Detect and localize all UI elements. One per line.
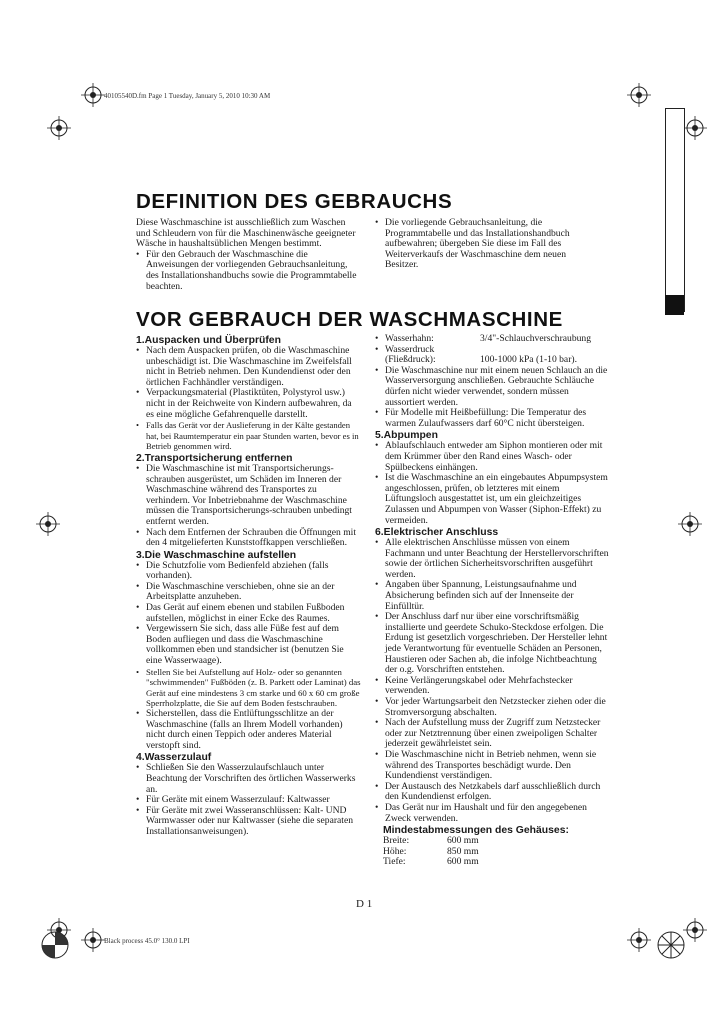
list-item: • Die Waschmaschine nicht in Betrieb nehmen, wenn sie während des Transportes beschädigt wurde. Den Kundendienst verständigen. xyxy=(375,750,611,782)
list-item: • Die vorliegende Gebrauchsanleitung, die Programmtabelle und das Installationshandbuch aufbewahren; übergeben Sie diese im Fall des Weiterverkaufs der Waschmaschine dem neuen Besitzer. xyxy=(375,218,600,271)
dimensions-block xyxy=(375,825,611,868)
list-item: • Nach der Aufstellung muss der Zugriff zum Netzstecker oder zur Netztrennung über einen zweipoligen Schalter jederzeit gewährleistet sein. xyxy=(375,718,611,750)
list-item: • Für Modelle mit Heißbefüllung: Die Temperatur des warmen Zulaufwassers darf 60°C nicht übersteigen. xyxy=(375,408,611,429)
wasserhahn-label: • Wasserhahn: xyxy=(385,333,434,344)
list-item: • Die Waschmaschine ist mit Transportsicherungs-schrauben ausgerüstet, um Schäden im Inneren der Waschmaschine während des Transportes zu verhindern. Vor Inbetriebnahme der Waschmaschine müssen die Transportsicherungs-schrauben unbedingt entfernt werden. xyxy=(136,464,361,528)
wasserhahn-value: 3/4"-Schlauchverschraubung xyxy=(480,333,592,344)
list-item: • Die Schutzfolie vom Bedienfeld abziehen (falls vorhanden). xyxy=(136,561,361,582)
list-item: • Schließen Sie den Wasserzulaufschlauch unter Beachtung der Vorschriften des örtlichen Wasserwerks an. xyxy=(136,763,361,795)
list-item: • Sicherstellen, dass die Entlüftungsschlitze an der Waschmaschine (falls an Ihrem Modell vorhanden) nicht durch einen Teppich oder anderes Material verstopft sind. xyxy=(136,709,361,751)
subheading-abpumpen: 5.Abpumpen xyxy=(375,430,438,442)
list-item-wasserhahn xyxy=(375,334,611,345)
dimension-value: 600 mm xyxy=(447,835,479,847)
registration-mark-icon xyxy=(81,83,105,107)
registration-mark-icon xyxy=(683,918,707,942)
list-item: • Vergewissern Sie sich, dass alle Füße fest auf dem Boden aufliegen und dass die Waschmaschine vollkommen eben und standsicher ist (benutzen Sie eine Wasserwaage). xyxy=(136,624,361,666)
list-item: • Die Waschmaschine verschieben, ohne sie an der Arbeitsplatte anzuheben. xyxy=(136,582,361,603)
dimension-row xyxy=(383,836,611,847)
list-item: • Nach dem Entfernen der Schrauben die Öffnungen mit den 4 mitgelieferten Kunststoffkappen verschließen. xyxy=(136,528,361,549)
registration-mark-icon xyxy=(36,512,60,536)
dimension-value: 600 mm xyxy=(447,856,479,868)
list-item-wasserdruck xyxy=(375,345,611,366)
page-number: D 1 xyxy=(356,898,373,910)
list-item: • Ist die Waschmaschine an ein eingebautes Abpumpsystem angeschlossen, prüfen, ob letzteres mit einem Lüftungsloch ausgestattet ist, um ein gleichzeitiges Zulassen und Abpumpen von Wasser (Siphon-Effekt) zu vermeiden. xyxy=(375,473,611,526)
color-target-icon xyxy=(656,930,686,960)
subheading-aufstellen: 3.Die Waschmaschine aufstellen xyxy=(136,549,297,561)
dimension-row xyxy=(383,857,611,868)
wasserdruck-label: • Wasserdruck xyxy=(385,343,435,355)
registration-mark-icon xyxy=(683,116,707,140)
dimension-row xyxy=(383,847,611,858)
list-item: • Verpackungsmaterial (Plastiktüten, Polystyrol usw.) nicht in der Reichweite von Kindern aufbewahren, da es eine mögliche Gefahrenquelle darstellt. xyxy=(136,388,361,420)
list-item: • Nach dem Auspacken prüfen, ob die Waschmaschine unbeschädigt ist. Die Waschmaschine im Zweifelsfall nicht in Betrieb nehmen. Den Kundendienst oder den örtlichen Fachhändler verständigen. xyxy=(136,346,361,388)
list-item: • Die Waschmaschine nur mit einem neuen Schlauch an die Wasserversorgung anschließen. Gebrauchte Schläuche dürfen nicht wieder verwendet, sondern müssen aussortiert werden. xyxy=(375,366,611,408)
wasserdruck-sublabel: (Fließdruck): xyxy=(385,354,436,366)
registration-mark-icon xyxy=(627,928,651,952)
subheading-wasserzulauf: 4.Wasserzulauf xyxy=(136,752,212,764)
wasserdruck-value: 100-1000 kPa (1-10 bar). xyxy=(480,354,577,366)
subheading-elektrischer-anschluss: 6.Elektrischer Anschluss xyxy=(375,527,499,539)
list-item: • Angaben über Spannung, Leistungsaufnahme und Absicherung befinden sich auf der Innenseite der Einfülltür. xyxy=(375,580,611,612)
list-item: • Der Austausch des Netzkabels darf ausschließlich durch den Kundendienst erfolgen. xyxy=(375,782,611,803)
side-thumb-marker xyxy=(665,295,684,315)
list-item: • Alle elektrischen Anschlüsse müssen von einem Fachmann und unter Beachtung der Herstellervorschriften sowie der örtlichen Sicherheitsvorschriften ausgeführt werden. xyxy=(375,538,611,580)
section-title-definition: DEFINITION DES GEBRAUCHS xyxy=(136,190,453,213)
list-item: • Keine Verlängerungskabel oder Mehrfachstecker verwenden. xyxy=(375,676,611,697)
dimension-label: Höhe: xyxy=(383,845,407,857)
section1-left-column xyxy=(136,218,358,292)
list-item: • Der Anschluss darf nur über eine vorschriftsmäßig installierte und geerdete Schuko-Steckdose erfolgen. Die Erdung ist gesetzlich vorgeschrieben. Der Hersteller lehnt jede Verantwortung für eventuelle Schäden an Personen, Haustieren oder Sachen ab, die infolge Nichtbeachtung der o.g. Vorschriften entstehen. xyxy=(375,612,611,676)
list-item: • Für Geräte mit zwei Wasseranschlüssen: Kalt- UND Warmwasser oder nur Kaltwasser (siehe die separaten Installationsanweisungen). xyxy=(136,806,361,838)
dimension-label: Tiefe: xyxy=(383,856,406,868)
footer-slug: Black process 45.0° 130.0 LPI xyxy=(104,937,190,945)
list-item: • Ablaufschlauch entweder am Siphon montieren oder mit dem Krümmer über den Rand eines Wasch- oder Spülbeckens einhängen. xyxy=(375,441,611,473)
list-item: • Für den Gebrauch der Waschmaschine die Anweisungen der vorliegenden Gebrauchsanleitung, des Installationshandbuchs sowie die Programmtabelle beachten. xyxy=(136,250,358,292)
subheading-transportsicherung: 2.Transportsicherung entfernen xyxy=(136,452,293,464)
side-thumb-tab xyxy=(665,108,685,312)
registration-mark-icon xyxy=(81,928,105,952)
registration-mark-icon xyxy=(678,512,702,536)
list-item: • Für Geräte mit einem Wasserzulauf: Kaltwasser xyxy=(136,795,361,806)
header-slug: 40105540D.fm Page 1 Tuesday, January 5, 2010 10:30 AM xyxy=(104,92,271,100)
intro-paragraph: Diese Waschmaschine ist ausschließlich zum Waschen und Schleudern von für die Maschinenwäsche geeigneter Wäsche in haushaltsüblichen Mengen bestimmt. xyxy=(136,217,356,250)
color-target-icon xyxy=(40,930,70,960)
subheading-auspacken: 1.Auspacken und Überprüfen xyxy=(136,335,281,346)
list-item: • Das Gerät nur im Haushalt und für den angegebenen Zweck verwenden. xyxy=(375,803,611,824)
list-item: • Falls das Gerät vor der Auslieferung in der Kälte gestanden hat, bei Raumtemperatur ein paar Stunden warten, bevor es in Betrieb genommen wird. xyxy=(136,420,361,452)
dimension-value: 850 mm xyxy=(447,845,479,857)
section1-right-column xyxy=(375,218,600,271)
dimension-label: Breite: xyxy=(383,835,410,847)
section2-left-column xyxy=(136,334,361,838)
section2-right-column xyxy=(375,334,611,868)
registration-mark-icon xyxy=(47,116,71,140)
section-title-vor-gebrauch: VOR GEBRAUCH DER WASCHMASCHINE xyxy=(136,308,563,331)
list-item: • Stellen Sie bei Aufstellung auf Holz- oder so genannten "schwimmenden" Fußböden (z. B. Parkett oder Laminat) das Gerät auf eine mindestens 3 cm starke und 60 x 60 cm große Sperrholzplatte, die Sie auf dem Boden festschrauben. xyxy=(136,667,361,709)
list-item: • Das Gerät auf einem ebenen und stabilen Fußboden aufstellen, möglichst in einer Ecke des Raumes. xyxy=(136,603,361,624)
registration-mark-icon xyxy=(627,83,651,107)
subheading-mindestabmessungen: Mindestabmessungen des Gehäuses: xyxy=(383,825,569,837)
list-item: • Vor jeder Wartungsarbeit den Netzstecker ziehen oder die Stromversorgung abschalten. xyxy=(375,697,611,718)
